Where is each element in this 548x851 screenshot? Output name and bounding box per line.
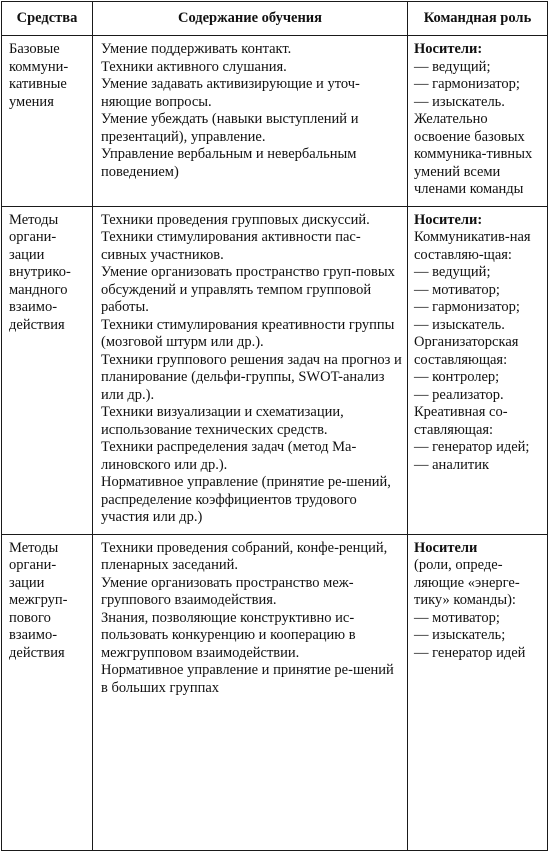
role-item: — гармонизатор; [414,76,520,92]
role-item: — мотиватор; [414,609,500,626]
role-cell [408,36,548,207]
role-item: — изыскатель. [414,316,505,333]
content-item: Техники проведения собраний, конфе-ренций, пленарных заседаний. [101,539,388,573]
role-item: Креативная со-ставляющая: [414,404,508,438]
role-item: — ведущий; [414,264,491,280]
content-item: Техники стимулирования креативности группы (мозговой штурм или др.). [101,316,395,350]
role-title: Носители: [414,211,483,228]
tool-cell: Методы органи-зации межгруп-пового взаимо-действия [2,534,93,850]
role-item: — изыскатель; [414,627,506,643]
content-item: Техники группового решения задач на прогноз и планирование (дельфи-группы, SWOT-анализ или др.). [101,351,402,403]
content-item: Умение поддерживать контакт. [101,41,292,57]
role-item: — контролер; [414,369,500,385]
content-cell [93,36,408,207]
role-item: — генератор идей; [414,439,530,455]
role-item: Желательно освоение базовых коммуника-тивных умений всеми членами команды [414,111,533,197]
role-cell [408,206,548,534]
role-item: (роли, опреде-ляющие «энерге-тику» команды): [414,557,520,608]
content-item: Нормативное управление и принятие ре-шений в больших группах [101,662,394,696]
content-item: Техники проведения групповых дискуссий. [101,211,370,228]
role-item: Коммуникатив-ная составляю-щая: [414,229,531,263]
role-item: — генератор идей [414,644,526,661]
content-item: Умение организовать пространство меж-группового взаимодействия. [101,574,354,608]
header-content: Содержание обучения [93,2,408,36]
role-item: — гармонизатор; [414,299,520,315]
content-item: Нормативное управление (принятие ре-шений, распределение коэффициентов трудового участия или др.) [101,474,391,525]
header-role: Командная роль [408,2,548,36]
content-cell [93,534,408,850]
role-title: Носители: [414,41,483,57]
header-tools: Средства [2,2,93,36]
tool-cell: Методы органи-зации внутрико-мандного взаимо-действия [2,206,93,534]
table-row [2,534,548,850]
content-item: Техники активного слушания. [101,58,287,75]
role-item: — аналитик [414,456,490,473]
role-item: — изыскатель. [414,93,505,110]
content-item: Умение задавать активизирующие и уточ-няющие вопросы. [101,76,360,110]
role-item: — реализатор. [414,386,504,403]
tool-cell: Базовые коммуни-кативные умения [2,36,93,207]
role-item: Организаторская составляющая: [414,334,519,368]
content-item: Умение организовать пространство груп-повых обсуждений и управлять темпом групповой работы. [101,264,395,315]
content-item: Знания, позволяющие конструктивно ис-пользовать конкуренцию и кооперацию в межгрупповом взаимодействии. [101,609,356,661]
content-item: Техники стимулирования активности пас-сивных участников. [101,229,361,263]
content-item: Техники визуализации и схематизации, использование технических средств. [101,404,344,438]
content-item: Техники распределения задач (метод Ма-линовского или др.). [101,439,357,473]
role-title: Носители [414,539,478,556]
content-item: Умение убеждать (навыки выступлений и презентаций), управление. [101,111,359,145]
content-item: Управление вербальным и невербальным поведением) [101,146,357,180]
role-item: — мотиватор; [414,281,500,298]
table-row [2,36,548,207]
content-cell [93,206,408,534]
table-header-row [2,2,548,36]
training-table [1,1,548,851]
role-cell [408,534,548,850]
role-item: — ведущий; [414,58,491,75]
table-row [2,206,548,534]
